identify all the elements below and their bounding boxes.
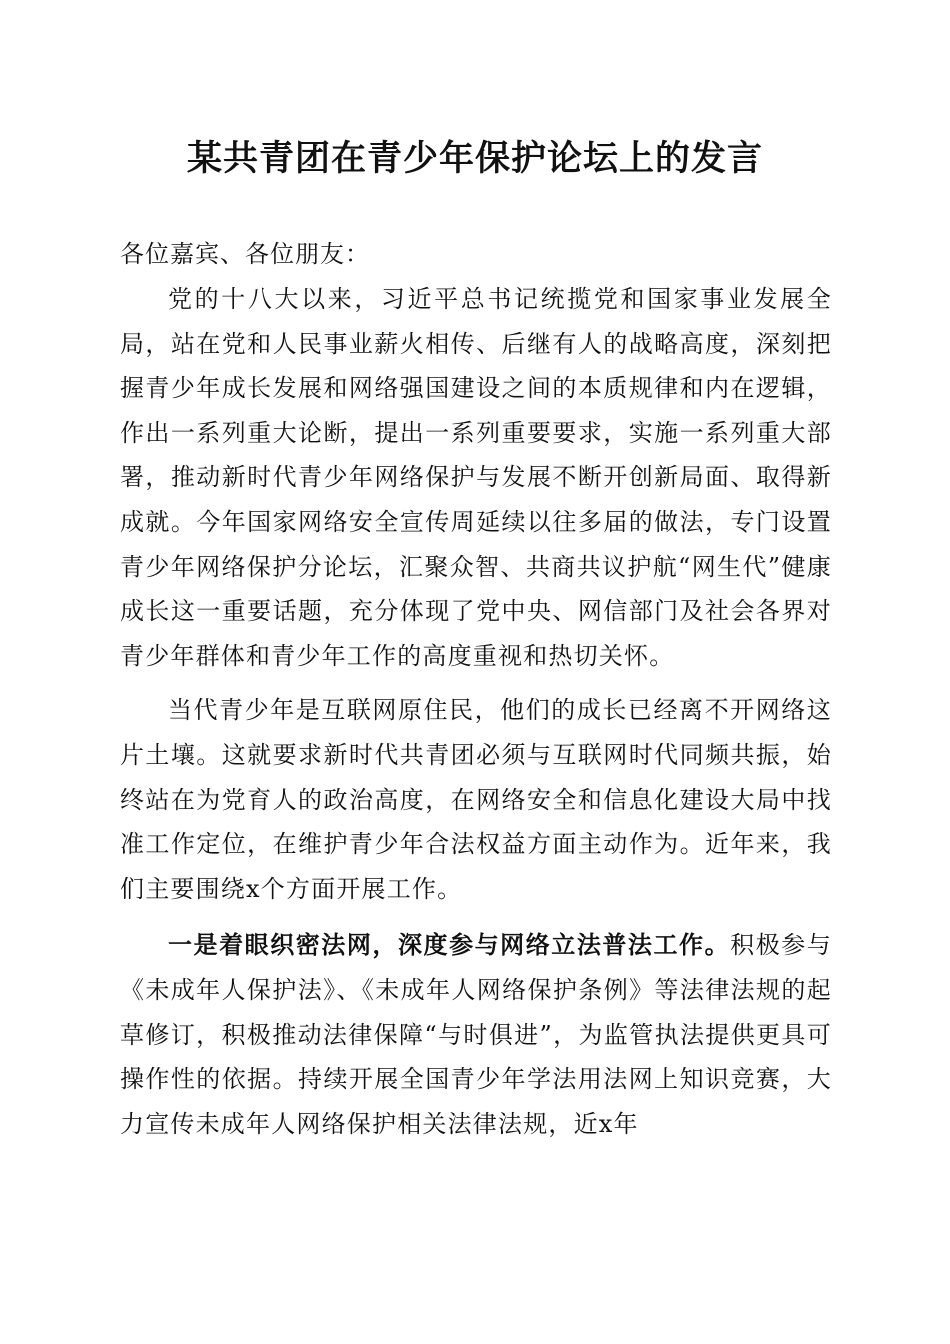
- paragraph-3-lead: 一是着眼织密法网，深度参与网络立法普法工作。: [168, 930, 731, 960]
- paragraph-2-text: 当代青少年是互联网原住民，他们的成长已经离不开网络这片土壤。这就要求新时代共青团必须与互联网时代同频共振，始终站在为党育人的政治高度，在网络安全和信息化建设大局中找准工作定位，在维护青少年合法权益方面主动作为。近年来，我们主要围绕x个方面开展工作。: [120, 696, 832, 903]
- paragraph-1: [120, 277, 832, 678]
- paragraph-1-text: 党的十八大以来，习近平总书记统揽党和国家事业发展全局，站在党和人民事业薪火相传、后继有人的战略高度，深刻把握青少年成长发展和网络强国建设之间的本质规律和内在逻辑，作出一系列重大论断，提出一系列重要要求，实施一系列重大部署，推动新时代青少年网络保护与发展不断开创新局面、取得新成就。今年国家网络安全宣传周延续以往多届的做法，专门设置青少年网络保护分论坛，汇聚众智、共商共议护航“网生代”健康成长这一重要话题，充分体现了党中央、网信部门及社会各界对青少年群体和青少年工作的高度重视和热切关怀。: [120, 285, 832, 670]
- paragraph-2: [120, 688, 832, 911]
- paragraph-3-text: 积极参与《未成年人保护法》、《未成年人网络保护条例》等法律法规的起草修订，积极推动法律保障“与时俱进”，为监管执法提供更具可操作性的依据。持续开展全国青少年学法用法网上知识竞赛，大力宣传未成年人网络保护相关法律法规，近x年: [120, 931, 832, 1138]
- paragraph-3: [120, 923, 832, 1146]
- salutation: 各位嘉宾、各位朋友：: [120, 240, 370, 268]
- document-title: 某共青团在青少年保护论坛上的发言: [186, 138, 763, 179]
- document-body: [120, 237, 832, 1146]
